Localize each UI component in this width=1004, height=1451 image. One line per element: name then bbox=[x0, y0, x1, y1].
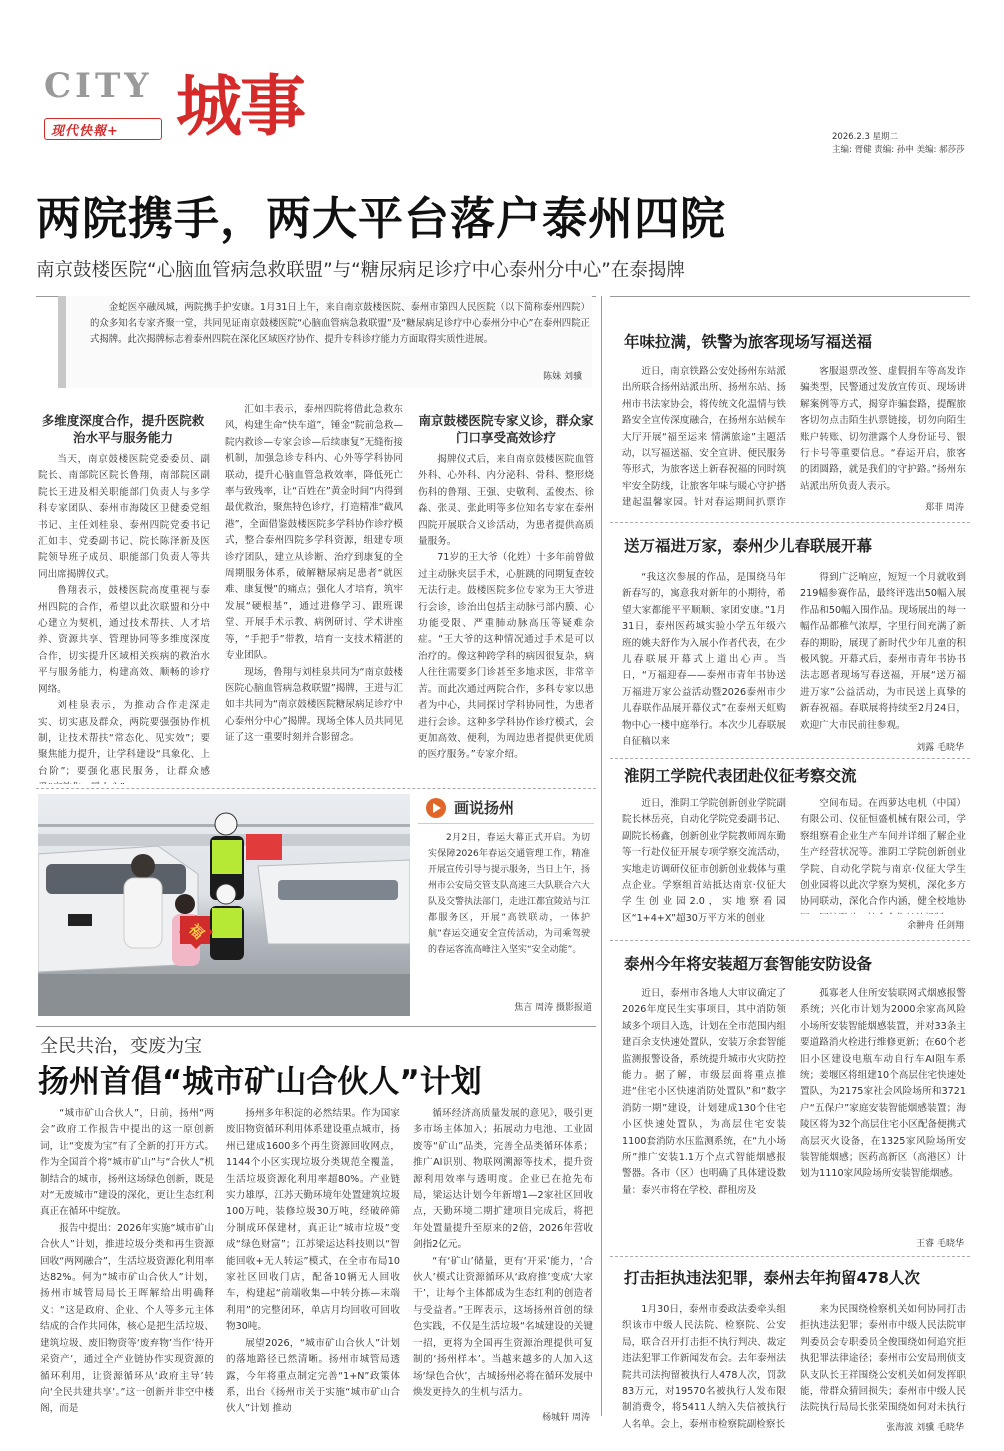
photo-sign: 福 bbox=[179, 915, 213, 949]
right-divider-3 bbox=[610, 758, 970, 759]
masthead-brand bbox=[44, 118, 162, 140]
bottom-headline: 扬州首倡“城市矿山合伙人”计划 bbox=[38, 1064, 482, 1100]
bottom-col1-para: “城市矿山合伙人”，日前，扬州“两会”政府工作报告中提出的这一原创新词，让“变废为宝”有了全新的打开方式。作为全国首个将“城市矿山”与“合伙人”机制结合的城市，扬州这场绿色创新，既是对“无废城市”建设的深化，更让生态红利真正在循环中绽放。 bbox=[40, 1108, 214, 1218]
lead-col2-para: 现场，鲁翔与刘桂泉共同为“南京鼓楼医院心脑血管病急救联盟”揭牌，王进与汇如丰共同为“南京鼓楼医院糖尿病足诊疗中心泰州分中心”揭牌。现场全体人员共同见证了这一重要时刻并合影留念。 bbox=[225, 666, 403, 744]
lead-divider-right bbox=[610, 296, 970, 297]
bottom-col2-para: 扬州多年积淀的必然结果。作为国家废旧物资循环利用体系建设重点城市，扬州已建成1600多个再生资源回收网点，1144个小区实现垃圾分类规范全覆盖，生活垃圾资源化利用率超80%。产业链实力雄厚，江苏天勤环境年处置建筑垃圾100万吨，装修垃圾30万吨，经破碎筛分制成环保建材，真正让“城市垃圾”变成“绿色财富”；江苏梁运达科技则以“智能回收+无人转运”模式，在全市布局10家社区回收门店，配备10辆无人回收车，构建起“前端收集—中转分拣—末端利用”的完整闭环，单店月均回收可回收物30吨。 bbox=[226, 1108, 400, 1333]
right3-byline: 余翀舟 任剑翔 bbox=[907, 921, 964, 931]
lead-summary-byline: 陈妹 刘骥 bbox=[543, 372, 582, 382]
right1-byline: 郑菲 周涛 bbox=[925, 503, 964, 513]
lead-subhead: 南京鼓楼医院“心脑血管病急救联盟”与“糖尿病足诊疗中心泰州分中心”在泰揭牌 bbox=[36, 260, 685, 281]
lead-summary: 金蛇医卒融凤城，两院携手护安康。1月31日上午，来自南京鼓楼医院、泰州市第四人民医院（以下简称泰州四院）的众多知名专家齐聚一堂，共同见证南京鼓楼医院“心脑血管病急救联盟”及“糖尿病足诊疗中心泰州分中心”在泰州四院正式揭牌。此次揭牌标志着泰州四院在深化区域医疗协作、提升专科诊疗能力方面取得实质性进展。 bbox=[90, 302, 590, 346]
right5-col1: 1月30日，泰州市委政法委牵头组织该市中级人民法院、检察院、公安局，联合召开打击拒不执行判决、裁定违法犯罪工作新闻发布会。去年泰州法院共司法拘留被执行人478人次，罚款83万元，对19570名被执行人发布限制消费令，将5411人纳入失信被执行人名单。会上，泰州市检察院副检察长 bbox=[622, 1304, 786, 1430]
right4-col1: 近日，泰州市各地人大审议确定了2026年度民生实事项目，其中消防领域多个项目入选，计划在全市范围内组建百余支快速处置队，安装万余套智能监测报警设备，系统提升城市火灾防控能力。据了解，市级层面将重点推进“住宅小区快速消防处置队”和“数字消防一期”建设，计划建成130个住宅小区快速处置队，为高层住宅安装1100套消防水压监测系统，在“九小场所”推广安装1.1万个点式智能烟感报警器。各市（区）也明确了具体建设数量：泰兴市将在学校、群租房及 bbox=[622, 988, 786, 1196]
right5-byline: 张海波 刘骥 毛晓华 bbox=[886, 1423, 964, 1433]
right4-title: 泰州今年将安装超万套智能安防设备 bbox=[624, 955, 873, 973]
lead-col3 bbox=[418, 452, 594, 784]
right2-title: 送万福进万家，泰州少儿春联展开幕 bbox=[624, 537, 873, 555]
lead-col1-para: 鲁翔表示，鼓楼医院高度重视与泰州四院的合作，希望以此次联盟和分中心建立为契机，通过技术帮扶、人才培养、资源共享、管理协同等多维度深度合作，切实提升区域相关疾病的救治水平与服务能力，构建高效、顺畅的诊疗网络。 bbox=[38, 585, 210, 695]
lead-headline: 两院携手，两大平台落户泰州四院 bbox=[36, 192, 727, 245]
right1-col1: 近日，南京铁路公安处扬州东站派出所联合扬州站派出所、扬州东站、扬州市书法家协会，将传统文化温情与铁路安全宣传深度融合，在扬州东站候车大厅开展“福至运来 情满旅途”主题活动，以写福送福、安全宣讲、便民服务等形式，为旅客送上新春祝福的同时筑牢安全防线，让旅客年味与暖心守护搭建起温馨家园。针对春运期间扒票诈 bbox=[622, 366, 786, 509]
bottom-col3-para: 循环经济高质量发展的意见》，吸引更多市场主体加入；拓展动力电池、工业固废等“矿山”品类，完善全品类循环体系；推广AI识别、物联网溯源等技术，提升资源利用效率与透明度。企业已在抢先布局，梁运达计划今年新增1—2家社区回收点，天勤环境二期扩建项目完成后，将把年处置量提升至原来的2倍，2026年营收剑指2亿元。 bbox=[413, 1108, 593, 1251]
play-triangle-icon bbox=[433, 803, 441, 813]
bottom-kicker: 全民共治，变废为宝 bbox=[40, 1036, 202, 1057]
photo-divider bbox=[36, 788, 596, 789]
bottom-col3 bbox=[413, 1106, 593, 1406]
bottom-byline: 杨城轩 周涛 bbox=[542, 1413, 590, 1423]
masthead bbox=[40, 66, 970, 156]
masthead-section: 城事 bbox=[176, 67, 304, 145]
lead-col3-para: 揭牌仪式后，来自南京鼓楼医院血管外科、心外科、内分泌科、骨科、整形烧伤科的鲁翔、王强、史敬利、孟俊杰、徐淼、张灵、张此明等多位知名专家在泰州四院开展联合义诊活动，为患者提供高质量服务。 bbox=[418, 454, 594, 548]
right5-col2: 来为民围绕检察机关如何协同打击拒执违法犯罪；泰州市中级人民法院审判委员会专职委员全俊围绕如何追究拒执犯罪法律途径；泰州市公安局刑侦支队支队长王祥围绕公安机关如何发挥职能，带群众猜回损失；泰州市中级人民法院执行局局长张荣围绕如何对未执行 bbox=[800, 1304, 966, 1414]
right-divider-2 bbox=[610, 522, 970, 523]
bottom-col1 bbox=[40, 1106, 214, 1424]
photo-byline: 焦言 周涛 摄影报道 bbox=[514, 1003, 592, 1013]
lead-col1-para: 当天，南京鼓楼医院党委委员、副院长、南部院区院长鲁翔，南部院区副院长王进及相关职能部门负责人与多学科专家团队、泰州市海陵区卫健委党组书记、主任刘桂泉、泰州四院党委书记汇如丰、党委副书记、院长陈泽新及医院领导班子成员、职能部门负责人等共同出席揭牌仪式。 bbox=[38, 454, 210, 580]
right1-title: 年味拉满，铁警为旅客现场写福送福 bbox=[624, 333, 873, 351]
photo-caption: 2月2日，春运大幕正式开启。为切实保障2026年春运交通管理工作，精准开展宣传引导与提示服务，当日上午，扬州市公安局交管支队高速三大队联合六大队及交警执法部门，走进江都宜陵站与江都服务区，开展“高铁联动，一体护航”春运交通安全宣传活动，为司乘驾驶的春运客流高峰注入坚实“安全动能”。 bbox=[428, 833, 590, 955]
right5-title: 打击拒执违法犯罪，泰州去年拘留478人次 bbox=[624, 1269, 920, 1287]
right4-col2: 孤寡老人住所安装联网式烟感报警系统；兴化市计划为2000余家高风险小场所安装智能烟感装置，并对33条主要道路消火栓进行维修更新；在60个老旧小区建设电瓶车动自行车AI阻车系统；姜堰区将组建10个高层住宅快速处置队，为2175家社会风险场所和3721户“五保户”家庭安装智能烟感装置；海陵区将为32个高层住宅小区配备便携式高层灭火设备，在1325家风险场所安装智能烟感；医药高新区（高港区）计划为1110家风险场所安装智能烟感。 bbox=[800, 988, 966, 1180]
bottom-col2-para: 展望2026，“城市矿山合伙人”计划的落地路径已然清晰。扬州市城管局透露，今年将重点制定完善“1+N”政策体系，出台《扬州市关于实施“城市矿山合伙人”计划 推动 bbox=[226, 1337, 400, 1415]
news-photo bbox=[38, 794, 410, 1016]
right-divider-5 bbox=[610, 1256, 970, 1257]
lead-sub1: 多维度深度合作，提升医院救治水平与服务能力 bbox=[41, 413, 205, 445]
right2-byline: 刘露 毛晓华 bbox=[916, 743, 964, 753]
bottom-col1-para: 报告中提出：2026年实施“城市矿山合伙人”计划，推进垃圾分类和再生资源回收“两网融合”，生活垃圾资源化利用率达82%。何为“城市矿山合伙人”计划，扬州市城管局局长王晖解给出明确释义：“这是政府、企业、个人等多元主体结成的合作共同体，核心是把生活垃圾、建筑垃圾、废旧物资等‘废弃物’当作‘待开采资产’，通过全产业链协作实现资源的循环利用，让资源循环从‘政府主导’转向‘全民共建共享’。”这一创新并非空中楼阁，而是 bbox=[40, 1222, 214, 1415]
right3-title: 淮阴工学院代表团赴仪征考察交流 bbox=[624, 767, 857, 785]
masthead-editors: 主编: 胥健 责编: 孙申 美编: 郝莎莎 bbox=[832, 145, 965, 155]
lead-sub2: 南京鼓楼医院专家义诊，群众家门口享受高效诊疗 bbox=[418, 413, 594, 445]
right4-byline: 王睿 毛晓华 bbox=[916, 1239, 964, 1249]
bottom-col2 bbox=[226, 1106, 400, 1424]
lead-col1-para: 刘桂泉表示，为推动合作走深走实、切实惠及群众，两院要强强协作机制，让技术帮扶“常态化、见实效”；要聚焦能力提升，让学科建设“具象化、上台阶”；要强化惠民服务，让群众感 bbox=[38, 700, 210, 777]
lead-summary-box bbox=[58, 296, 592, 388]
masthead-date: 2026.2.3 星期二 bbox=[832, 132, 899, 142]
right1-col2: 客服退票改签、虚假捐车等高发诈骗类型，民警通过发放宣传页、现场讲解案例等方式，揭穿诈骗套路，提醒旅客切勿点击陌生扒票链接，切勿向陌生账户转账、切勿泄露个人身份证号、银行卡号等重要信息。“春运开启，旅客的团圆路，就是我们的守护路。”扬州东站派出所负责人表示。 bbox=[800, 366, 966, 492]
bottom-col3-para: “有‘矿山’储量，更有‘开采’能力，‘合伙人’模式让资源循环从‘政府推’变成‘大家干’，让每个主体都成为生态红利的创造者与受益者。”王晖表示，这场扬州首创的绿色实践，不仅是生活垃圾“名城建设的关键一招，更将为全国再生资源治理提供可复制的‘扬州样本’。当越来越多的人加入这场‘绿色合伙’，古城扬州必将在循环发展中焕发更持久的生机与活力。 bbox=[413, 1255, 593, 1398]
masthead-brand-text: 现代快報+ bbox=[51, 124, 119, 139]
right-divider-4 bbox=[610, 940, 970, 941]
column-divider bbox=[601, 296, 602, 1416]
lead-col1 bbox=[38, 452, 210, 784]
right3-col2: 空间布局。在西萝达电机（中国）有限公司、仪征恒盛机械有限公司，学察组察看企业生产车间并详细了解企业生产经营状况等。淮阴工学院创新创业学院、自动化学院与南京·仪征大学生创业园将以此次学察为契机，深化多方协同联动，深化合作内涵，健全校地协 bbox=[800, 798, 966, 908]
lead-col2 bbox=[225, 402, 403, 784]
masthead-city: CITY bbox=[44, 66, 153, 106]
photo-badge-label: 画说扬州 bbox=[454, 799, 515, 817]
bottom-divider bbox=[36, 1026, 596, 1027]
right2-col2: 得到广泛响应，短短一个月就收到219幅参赛作品，最终评选出50幅入展作品和50幅入围作品。现场展出的每一幅作品都稚气浓厚，字里行间充满了新春的期盼，展现了新时代少年儿童的积极风貌。开幕式后，泰州市青年书协书法志愿者现场写春送福，开展“送万福进万家”公益活动，为市民送上真挚的新春祝福。春联展将持续至2月24日，欢迎广大市民前往参观。 bbox=[800, 572, 966, 731]
photo-badge bbox=[418, 794, 594, 824]
lead-col2-para: 汇如丰表示，泰州四院将借此急救东风，构建生命“快车道”，锤金“院前急救—院内救诊—专家会诊—后续康复”无缝衔接机制，加强急诊专科内、心外等学科协同联动，提升心脑血管急救效率，降低死亡率与致残率，让“百姓在”黄金时间“内得到最优救治，聚焦特色诊疗，打造精准“截风港”，全面借鉴鼓楼医院多学科协作诊疗模式，整合泰州四院多学科资源，组建专项诊疗团队，建立从诊断、治疗到康复的全周期服务体系，破解糖尿病足患者“就医难、康复慢”的痛点；强化人才培育，筑牢发展“硬根基”，通过进修学习、跟班课堂、开展手术示教、病例研讨、学术讲座等，“手把手”带教，培育一支技术精湛的专业团队。 bbox=[225, 404, 403, 662]
right3-col1: 近日，淮阴工学院创新创业学院副院长林岳亮，自动化学院党委副书记、副院长杨鑫，创新创业学院教师周东勤等一行赴仪征开展专项学察交流活动，实地走访调研仪征市创新创业载体与重点企业。学察组首站抵达南京·仪征大学生创业园2.0，实地察看园区“1+4+X”超30万平方米的创业 bbox=[622, 798, 786, 924]
lead-col3-para: 71岁的王大爷（化姓）十多年前曾做过主动脉夹层手术，心脏跳的同期复查较无法行走。鼓楼医院多位专家为王大爷进行会诊，诊治出包括主动脉弓部内膜、心功能受限、严重肺动脉高压等疑难杂症。“王大爷的这种情况通过手术是可以治疗的。像这种跨学科的病因很复杂，病人往往需要多门诊甚至多地求医，非常辛苦。而此次通过两院合作，多科专家以患者为中心，共同探讨学科协同性，为患者进行会诊。这种多学科协作诊疗模式，会更加高效、便利，为周边患者提供更优质的医疗服务。”专家介绍。 bbox=[418, 552, 594, 761]
right2-col1: “我这次参展的作品，是围绕马年新春写的，寓意我对新年的小期待，希望大家都能平平顺顺、家团安康。”1月31日，泰州医药城实验小学五年级六班的姚夫舒作为入展小作者代表，在少儿春联展开幕式上道出心声。当日，“万福迎春——泰州市青年书协送万福进万家公益活动暨2026泰州市少儿春联作品展开幕仪式”在泰州天虹购物中心一楼中庭举行。本次少儿春联展自征稿以来 bbox=[622, 572, 786, 748]
photo-illustration bbox=[38, 794, 410, 1016]
